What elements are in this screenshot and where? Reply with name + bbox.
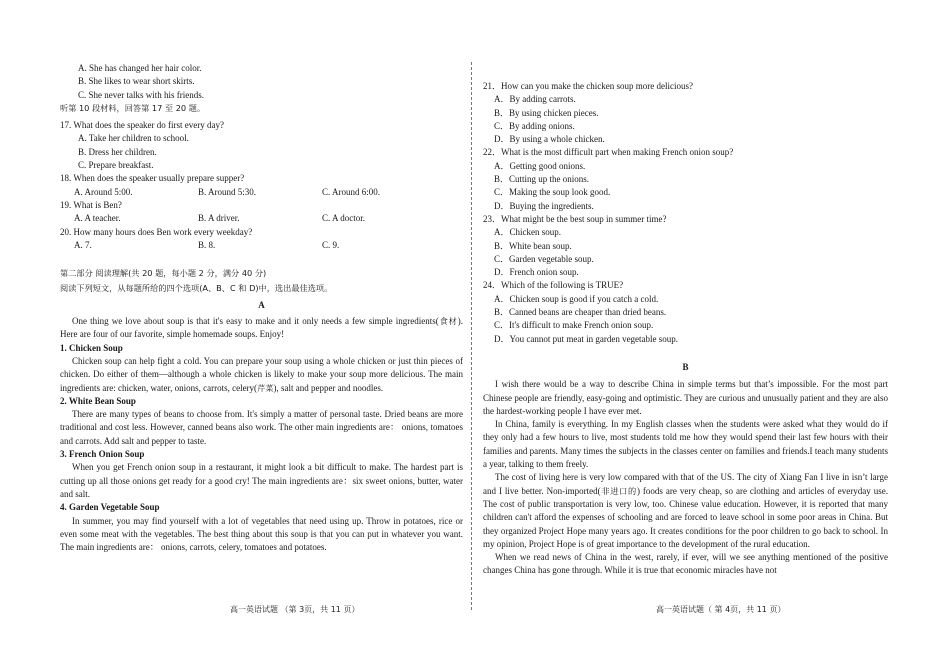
soup4-text <box>60 515 463 555</box>
non-imported-gloss: 非进口的 <box>600 485 637 496</box>
q24-option-d: D．You cannot put meat in garden vegetable soup. <box>494 333 679 344</box>
q24-option-c: C．It's difficult to make French onion soup. <box>494 320 654 331</box>
passage-b-paragraph-2: In China, family is everything. In my English classes when the students were asked what they would do if they only had a few hours to live, most students told me how they would spend their last few hours with their families and parents. Many times the subjects in the classes center on families and friends.I teach many students a year, talking to them freely. <box>483 419 888 470</box>
soup2-paragraph: There are many types of beans to choose from. It's simply a matter of personal taste. Dried beans are more traditional and cost less. However, canned beans also work. The other main ingredients are： onions, tomatoes and carrots. Add salt and pepper to taste. <box>60 409 463 446</box>
passage-b-p3-rest: ) foods are very cheap, so are clothing and articles of everyday use. The cost of public transportation is very low, too. Chinese value education. However, it is reported that many children can't afford the expenses of schooling and are forced to leave school in some poor areas in China. But they organized Project Hope many years ago. It creates conditions for the poor children to go back to school. In my opinion, Project Hope is of great importance to the development of the rural education. <box>483 485 888 549</box>
q17-option-b: B. Dress her children. <box>78 146 157 157</box>
q22-option-c: C．Making the soup look good. <box>494 187 611 198</box>
q22-option-b: B．Cutting up the onions. <box>494 174 590 185</box>
passage-b-p3-start: The cost of living here is very low compared with that of the US. The city of Xiang Fan I live in isn’t large and I live better. Non-imported( <box>483 472 888 496</box>
q21-option-a: A．By adding carrots. <box>494 94 576 105</box>
soup2-text <box>60 408 463 448</box>
question-19: 19. What is Ben? <box>60 199 122 210</box>
q22-option-a: A．Getting good onions. <box>494 160 586 171</box>
q20-option-b: B. 8. <box>198 239 216 250</box>
q24-option-b: B．Canned beans are cheaper than dried beans. <box>494 307 667 318</box>
q20-option-c: C. 9. <box>322 239 340 250</box>
right-page <box>475 0 950 658</box>
soup3-paragraph: When you get French onion soup in a restaurant, it might look a bit difficult to make. The hardest part is cutting up all those onions get ready for a good cry! The main ingredients are：six sweet onions, butter, water and salt. <box>60 462 463 499</box>
passage-b-paragraph-1: I wish there would be a way to describe China in simple terms but that’s impossible. For the most part Chinese people are friendly, easy-going and optimistic. They are curious and unusually patient and they are also the hardest-working people I have ever met. <box>483 379 888 416</box>
question-21: 21．How can you make the chicken soup more delicious? <box>483 81 693 91</box>
listening-instruction: 听第 10 段材料，回答第 17 至 20 题。 <box>60 102 206 113</box>
passage-a-intro-text: One thing we love about soup is that it's easy to make and it only needs a few simple ingredients( <box>72 316 439 327</box>
q21-option-c: C．By adding onions. <box>494 120 575 131</box>
q19-option-b: B. A driver. <box>198 213 240 224</box>
left-column <box>60 62 463 554</box>
q18-options <box>60 186 463 199</box>
passage-a-label: A <box>258 299 265 310</box>
q23-option-a: A．Chicken soup. <box>494 227 561 238</box>
q21-option-b: B．By using chicken pieces. <box>494 107 599 118</box>
right-column <box>483 80 888 578</box>
question-23: 23．What might be the best soup in summer time? <box>483 213 667 224</box>
q17-option-a: A. Take her children to school. <box>78 133 189 144</box>
soup1-title: 1. Chicken Soup <box>60 342 123 353</box>
q21-option-d: D．By using a whole chicken. <box>494 134 605 145</box>
part2-instruction: 阅读下列短文，从每题所给的四个选项(A、B、C 和 D)中，选出最佳选项。 <box>60 283 333 294</box>
column-divider <box>471 62 472 610</box>
q20-options <box>60 239 463 252</box>
soup4-paragraph: In summer, you may find yourself with a lot of vegetables that need using up. Throw in potatoes, rice or even some meat with the vegetables. The best thing about this soup is that you can put in whatever you want. The main ingredients are： onions, carrots, celery, tomatoes and potatoes. <box>60 515 463 553</box>
q23-option-b: B．White bean soup. <box>494 240 572 251</box>
q16-option-c: C. She never talks with his friends. <box>78 89 204 100</box>
q17-option-c: C. Prepare breakfast. <box>78 160 154 171</box>
question-17: 17. What does the speaker do first every day? <box>60 120 225 131</box>
soup2-title: 2. White Bean Soup <box>60 395 136 406</box>
passage-a-intro <box>60 315 463 342</box>
soup3-text <box>60 461 463 501</box>
q24-option-a: A．Chicken soup is good if you catch a cold. <box>494 293 659 304</box>
passage-b <box>483 378 888 577</box>
q18-option-a: A. Around 5:00. <box>74 186 133 197</box>
soup1-text <box>60 355 463 395</box>
soup1-text-end: ), salt and pepper and noodles. <box>273 382 384 393</box>
q19-option-a: A. A teacher. <box>74 213 121 224</box>
question-22: 22．What is the most difficult part when making French onion soup? <box>483 147 734 158</box>
q16-option-a: A. She has changed her hair color. <box>78 63 202 73</box>
soup4-title: 4. Garden Vegetable Soup <box>60 502 160 513</box>
q19-options <box>60 212 463 225</box>
question-18: 18. When does the speaker usually prepare supper? <box>60 173 245 184</box>
q23-option-c: C．Garden vegetable soup. <box>494 253 594 264</box>
passage-b-label: B <box>682 361 689 372</box>
q18-option-b: B. Around 5:30. <box>198 186 257 197</box>
celery-gloss: 芹菜 <box>257 382 274 393</box>
passage-a-intro-text-end: ). Here are four of our favorite, simple homemade soups. Enjoy! <box>60 316 463 340</box>
question-20: 20. How many hours does Ben work every weekday? <box>60 226 253 237</box>
q23-option-d: D．French onion soup. <box>494 267 579 278</box>
soup1-text-main: Chicken soup can help fight a cold. You can prepare your soup using a whole chicken or just thin pieces of chicken. Do either of them—although a whole chicken is likely to make your soup more delicious. The main ingredients are: chicken, water, onions, carrots, celery( <box>60 355 463 393</box>
q20-option-a: A. 7. <box>74 239 92 250</box>
passage-b-paragraph-3 <box>483 471 888 551</box>
soup3-title: 3. French Onion Soup <box>60 449 145 460</box>
q19-option-c: C. A doctor. <box>322 213 366 224</box>
q22-option-d: D．Buying the ingredients. <box>494 200 594 211</box>
ingredients-gloss: 食材 <box>438 316 458 327</box>
page-footer-left: 高一英语试题 （第 3页，共 11 页） <box>230 605 360 614</box>
part2-heading: 第二部分 阅读理解(共 20 题，每小题 2 分，满分 40 分) <box>60 268 267 279</box>
question-24: 24．Which of the following is TRUE? <box>483 280 624 291</box>
passage-b-paragraph-4: When we read news of China in the west, rarely, if ever, will we see anything mentioned of the positive changes China has gone through. While it is true that economic miracles have not <box>483 552 888 576</box>
q16-option-b: B. She likes to wear short skirts. <box>78 76 195 87</box>
q18-option-c: C. Around 6:00. <box>322 186 381 197</box>
page-footer-right: 高一英语试题（ 第 4页，共 11 页） <box>656 605 786 614</box>
